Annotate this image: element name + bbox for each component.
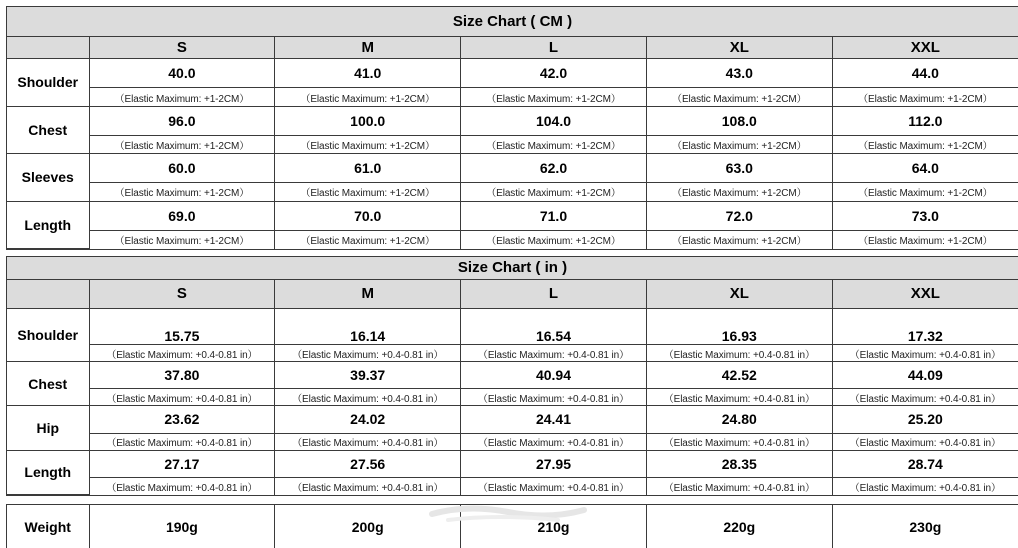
in-value: 28.74: [832, 450, 1018, 477]
weight-value: 230g: [832, 505, 1018, 548]
cm-note: （Elastic Maximum: +1-2CM）: [89, 230, 275, 248]
cm-value: 64.0: [832, 154, 1018, 183]
in-note: （Elastic Maximum: +0.4-0.81 in）: [275, 389, 461, 406]
in-corner-cell: [7, 279, 89, 309]
in-note-row: [7, 345, 1018, 362]
in-table-row: [7, 406, 1018, 433]
in-value: 24.80: [646, 406, 832, 433]
in-value: 16.54: [461, 309, 647, 345]
cm-note: （Elastic Maximum: +1-2CM）: [275, 135, 461, 153]
in-value: 24.02: [275, 406, 461, 433]
cm-table-row: [7, 154, 1018, 183]
in-size-header: M: [275, 279, 461, 309]
cm-note: （Elastic Maximum: +1-2CM）: [832, 88, 1018, 106]
weight-value: 220g: [646, 505, 832, 548]
cm-value: 112.0: [832, 106, 1018, 135]
in-note: （Elastic Maximum: +0.4-0.81 in）: [461, 345, 647, 362]
in-note: （Elastic Maximum: +0.4-0.81 in）: [646, 389, 832, 406]
in-value: 42.52: [646, 361, 832, 388]
in-note: （Elastic Maximum: +0.4-0.81 in）: [646, 478, 832, 495]
in-value: 23.62: [89, 406, 275, 433]
cm-note: （Elastic Maximum: +1-2CM）: [646, 135, 832, 153]
in-note: （Elastic Maximum: +0.4-0.81 in）: [275, 345, 461, 362]
cm-note: （Elastic Maximum: +1-2CM）: [832, 135, 1018, 153]
size-chart-cm: [6, 6, 1018, 250]
cm-value: 44.0: [832, 59, 1018, 88]
in-note: （Elastic Maximum: +0.4-0.81 in）: [89, 389, 275, 406]
in-table-row: [7, 361, 1018, 388]
size-chart-in: [6, 256, 1018, 496]
cm-note-row: [7, 88, 1018, 106]
cm-size-header: M: [275, 36, 461, 59]
in-row-label: Length: [7, 450, 89, 494]
cm-note: （Elastic Maximum: +1-2CM）: [275, 230, 461, 248]
cm-note: （Elastic Maximum: +1-2CM）: [646, 183, 832, 201]
cm-size-header: L: [461, 36, 647, 59]
cm-value: 62.0: [461, 154, 647, 183]
cm-note: （Elastic Maximum: +1-2CM）: [646, 230, 832, 248]
cm-row-label: Shoulder: [7, 59, 89, 106]
in-note: （Elastic Maximum: +0.4-0.81 in）: [89, 433, 275, 450]
in-row-label: Hip: [7, 406, 89, 450]
cm-table-row: [7, 59, 1018, 88]
in-note-row: [7, 478, 1018, 495]
cm-note: （Elastic Maximum: +1-2CM）: [461, 88, 647, 106]
cm-note: （Elastic Maximum: +1-2CM）: [461, 135, 647, 153]
cm-note: （Elastic Maximum: +1-2CM）: [461, 183, 647, 201]
weight-value: 200g: [275, 505, 461, 548]
in-table-row: [7, 309, 1018, 345]
cm-note: （Elastic Maximum: +1-2CM）: [275, 88, 461, 106]
cm-note: （Elastic Maximum: +1-2CM）: [89, 135, 275, 153]
cm-row-label: Sleeves: [7, 154, 89, 201]
weight-row: [7, 505, 1018, 548]
cm-value: 60.0: [89, 154, 275, 183]
cm-table-row: [7, 106, 1018, 135]
cm-note: （Elastic Maximum: +1-2CM）: [89, 88, 275, 106]
in-value: 24.41: [461, 406, 647, 433]
in-value: 27.17: [89, 450, 275, 477]
cm-note: （Elastic Maximum: +1-2CM）: [832, 230, 1018, 248]
in-note: （Elastic Maximum: +0.4-0.81 in）: [461, 389, 647, 406]
in-row-label: Chest: [7, 361, 89, 405]
in-size-header: XXL: [832, 279, 1018, 309]
in-value: 16.14: [275, 309, 461, 345]
in-note: （Elastic Maximum: +0.4-0.81 in）: [646, 345, 832, 362]
cm-table-row: [7, 201, 1018, 230]
cm-value: 70.0: [275, 201, 461, 230]
cm-value: 40.0: [89, 59, 275, 88]
cm-chart-title: Size Chart ( CM ): [7, 7, 1018, 36]
cm-size-header: S: [89, 36, 275, 59]
cm-value: 100.0: [275, 106, 461, 135]
in-value: 17.32: [832, 309, 1018, 345]
cm-value: 104.0: [461, 106, 647, 135]
in-size-header: XL: [646, 279, 832, 309]
cm-note-row: [7, 183, 1018, 201]
in-note: （Elastic Maximum: +0.4-0.81 in）: [461, 478, 647, 495]
cm-corner-cell: [7, 36, 89, 59]
cm-value: 71.0: [461, 201, 647, 230]
cm-note-row: [7, 135, 1018, 153]
in-note: （Elastic Maximum: +0.4-0.81 in）: [832, 345, 1018, 362]
cm-note: （Elastic Maximum: +1-2CM）: [89, 183, 275, 201]
in-value: 15.75: [89, 309, 275, 345]
cm-note: （Elastic Maximum: +1-2CM）: [832, 183, 1018, 201]
in-value: 27.95: [461, 450, 647, 477]
in-note-row: [7, 433, 1018, 450]
weight-value: 210g: [461, 505, 647, 548]
cm-value: 108.0: [646, 106, 832, 135]
cm-value: 73.0: [832, 201, 1018, 230]
cm-value: 72.0: [646, 201, 832, 230]
in-row-label: Shoulder: [7, 309, 89, 362]
cm-value: 61.0: [275, 154, 461, 183]
in-note: （Elastic Maximum: +0.4-0.81 in）: [832, 478, 1018, 495]
in-size-header: S: [89, 279, 275, 309]
weight-value: 190g: [89, 505, 275, 548]
in-value: 25.20: [832, 406, 1018, 433]
cm-row-label: Chest: [7, 106, 89, 153]
cm-value: 43.0: [646, 59, 832, 88]
in-value: 16.93: [646, 309, 832, 345]
in-note: （Elastic Maximum: +0.4-0.81 in）: [275, 433, 461, 450]
cm-size-header: XL: [646, 36, 832, 59]
weight-table: [6, 504, 1018, 548]
cm-note: （Elastic Maximum: +1-2CM）: [275, 183, 461, 201]
in-note: （Elastic Maximum: +0.4-0.81 in）: [832, 389, 1018, 406]
in-note: （Elastic Maximum: +0.4-0.81 in）: [89, 478, 275, 495]
in-value: 44.09: [832, 361, 1018, 388]
in-note-row: [7, 389, 1018, 406]
cm-note: （Elastic Maximum: +1-2CM）: [646, 88, 832, 106]
cm-value: 69.0: [89, 201, 275, 230]
in-value: 37.80: [89, 361, 275, 388]
in-size-header: L: [461, 279, 647, 309]
in-note: （Elastic Maximum: +0.4-0.81 in）: [89, 345, 275, 362]
cm-note: （Elastic Maximum: +1-2CM）: [461, 230, 647, 248]
cm-size-header: XXL: [832, 36, 1018, 59]
cm-row-label: Length: [7, 201, 89, 248]
cm-value: 96.0: [89, 106, 275, 135]
weight-label: Weight: [7, 505, 89, 548]
in-note: （Elastic Maximum: +0.4-0.81 in）: [646, 433, 832, 450]
cm-note-row: [7, 230, 1018, 248]
in-value: 28.35: [646, 450, 832, 477]
cm-value: 41.0: [275, 59, 461, 88]
in-note: （Elastic Maximum: +0.4-0.81 in）: [832, 433, 1018, 450]
in-chart-title: Size Chart ( in ): [7, 257, 1018, 279]
in-value: 40.94: [461, 361, 647, 388]
in-table-row: [7, 450, 1018, 477]
cm-value: 63.0: [646, 154, 832, 183]
in-note: （Elastic Maximum: +0.4-0.81 in）: [461, 433, 647, 450]
cm-value: 42.0: [461, 59, 647, 88]
in-note: （Elastic Maximum: +0.4-0.81 in）: [275, 478, 461, 495]
in-value: 27.56: [275, 450, 461, 477]
in-value: 39.37: [275, 361, 461, 388]
